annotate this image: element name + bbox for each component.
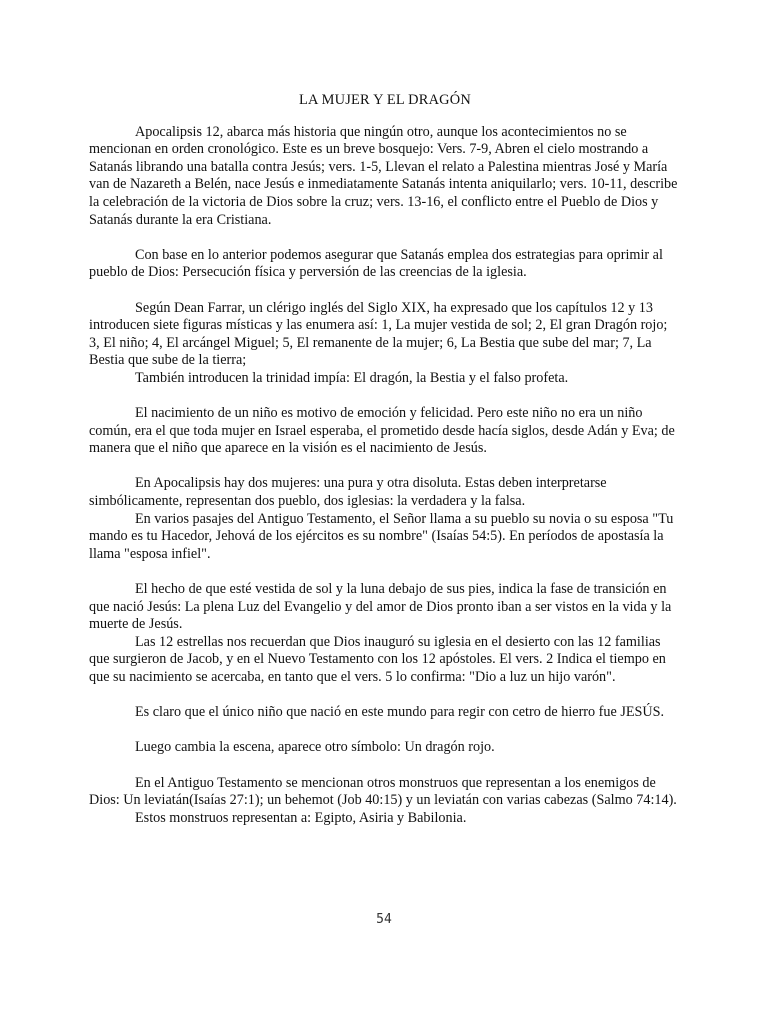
paragraph-9: Las 12 estrellas nos recuerdan que Dios inauguró su iglesia en el desierto con las 12 familias que surgieron de Jacob, y en el Nuevo Testamento con los 12 apóstoles. El vers. 2 Indica el tiempo en que su nacimiento se acercaba, en tanto que el vers. 5 lo confirma: "Dio a luz un hijo varón". <box>89 633 666 685</box>
paragraph-gap <box>89 229 681 247</box>
paragraph-10: Es claro que el único niño que nació en este mundo para regir con cetro de hierro fue JESÚS. <box>135 704 665 721</box>
paragraph-5: El nacimiento de un niño es motivo de emoción y felicidad. Pero este niño no era un niño común, era el que toda mujer en Israel esperaba, el prometido desde hacía siglos, desde Adán y Eva; de manera que el niño que aparece en la visión es el nacimiento de Jesús. <box>89 405 675 457</box>
paragraph-7: En varios pasajes del Antiguo Testamento, el Señor llama a su pueblo su novia o su esposa "Tu mando es tu Hacedor, Jehová de los ejércitos es su nombre" (Isaías 54:5). En períodos de apostasía la llama "esposa infiel". <box>89 510 674 562</box>
paragraph-gap <box>89 563 681 581</box>
paragraph-gap <box>89 687 681 705</box>
paragraph-gap <box>89 458 681 476</box>
page-title: LA MUJER Y EL DRAGÓN <box>299 92 471 108</box>
paragraph-3: Según Dean Farrar, un clérigo inglés del Siglo XIX, ha expresado que los capítulos 12 y 13 introducen siete figuras místicas y las enumera así: 1, La mujer vestida de sol; 2, El gran Dragón rojo; 3, El niño; 4, El arcángel Miguel; 5, El remanente de la mujer; 6, La Bestia que sube del mar; 7, La Bestia que sube de la tierra; <box>89 299 668 369</box>
paragraph-4: También introducen la trinidad impía: El dragón, la Bestia y el falso profeta. <box>135 369 569 386</box>
paragraph-2: Con base en lo anterior podemos asegurar que Satanás emplea dos estrategias para oprimir al pueblo de Dios: Persecución física y perversión de las creencias de la iglesia. <box>89 246 663 281</box>
paragraph-6: En Apocalipsis hay dos mujeres: una pura y otra disoluta. Estas deben interpretarse simbólicamente, representan dos pueblo, dos iglesias: la verdadera y la falsa. <box>89 475 607 510</box>
paragraph-gap <box>89 757 681 775</box>
paragraph-8: El hecho de que esté vestida de sol y la luna debajo de sus pies, indica la fase de transición en que nació Jesús: La plena Luz del Evangelio y del amor de Dios pronto iban a ser vistos en la vida y la muerte de Jesús. <box>89 581 672 633</box>
paragraph-13: Estos monstruos representan a: Egipto, Asiria y Babilonia. <box>135 809 467 826</box>
paragraph-1: Apocalipsis 12, abarca más historia que ningún otro, aunque los acontecimientos no se mencionan en orden cronológico. Este es un breve bosquejo: Vers. 7-9, Abren el cielo mostrando a Satanás librando una batalla contra Jesús; vers. 1-5, Llevan el relato a Palestina mientras José y María van de Nazareth a Belén, nace Jesús e inmediatamente Satanás intenta aniquilarlo; vers. 10-11, describe la celebración de la victoria de Dios sobre la cruz; vers. 13-16, el conflicto entre el Pueblo de Dios y Satanás durante la era Cristiana. <box>89 123 678 228</box>
paragraph-gap <box>89 282 681 300</box>
paragraph-11: Luego cambia la escena, aparece otro símbolo: Un dragón rojo. <box>135 739 495 756</box>
document-page <box>89 92 681 827</box>
page-number: 54 <box>376 912 392 927</box>
paragraph-12: En el Antiguo Testamento se mencionan otros monstruos que representan a los enemigos de Dios: Un leviatán(Isaías 27:1); un behemot (Job 40:15) y un leviatán con varias cabezas (Salmo 74:14). <box>89 774 677 809</box>
paragraph-gap <box>89 722 681 740</box>
paragraph-gap <box>89 388 681 406</box>
